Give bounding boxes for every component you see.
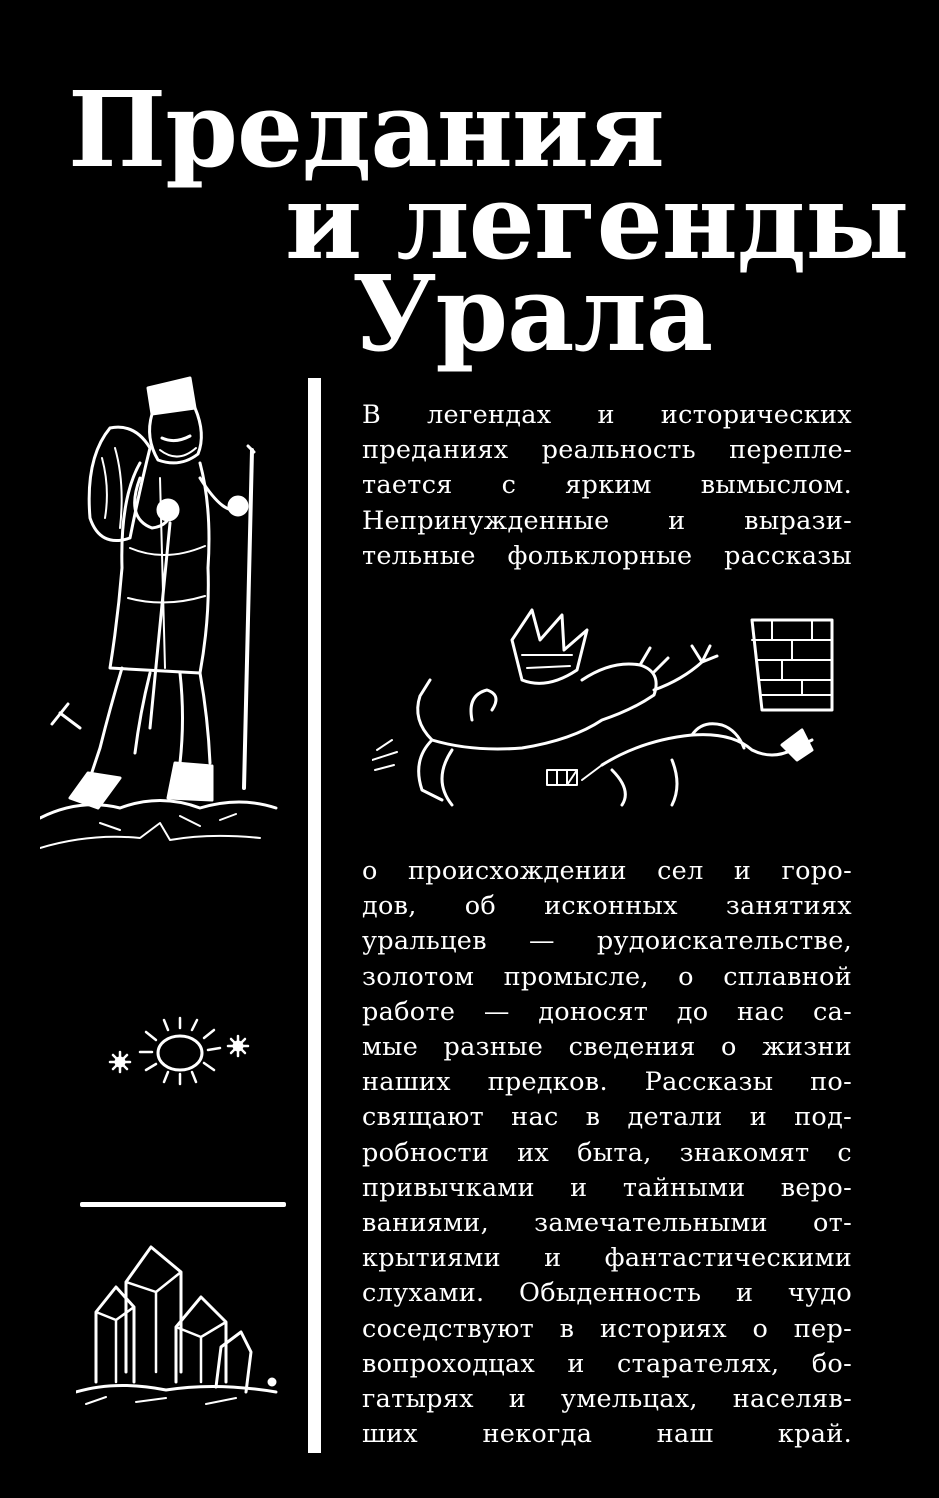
devils-illustration [372, 600, 842, 815]
text-line: дов, об исконных занятиях [362, 891, 852, 922]
title-line-1: Предания [68, 68, 664, 191]
title-line-2: и легенды [285, 160, 909, 283]
text-line: уральцев — рудоискательстве, [362, 926, 852, 957]
prospector-illustration [40, 368, 280, 868]
text-line: свящают нас в детали и под- [362, 1102, 852, 1133]
text-line: тается с ярким вымыслом. [362, 470, 852, 501]
text-line: робности их быта, знакомят с [362, 1137, 852, 1168]
text-line: слухами. Обыденность и чудо [362, 1278, 852, 1309]
text-line: преданиях реальность перепле- [362, 435, 852, 466]
star-right [228, 1036, 248, 1056]
text-line: ших некогда наш край. [362, 1419, 852, 1450]
text-line: крытиями и фантастическими [362, 1243, 852, 1274]
text-line: В легендах и исторических [362, 400, 852, 430]
text-line: Непринужденные и вырази- [362, 505, 852, 536]
text-line: тельные фольклорные рассказы [362, 540, 852, 571]
paragraph-intro [362, 398, 852, 574]
text-line: золотом промысле, о сплавной [362, 961, 852, 992]
text-line: мые разные сведения о жизни [362, 1032, 852, 1063]
text-line: гатырях и умельцах, населяв- [362, 1384, 852, 1415]
text-line: соседствуют в историях о пер- [362, 1313, 852, 1344]
text-line: вопроходцах и старателях, бо- [362, 1348, 852, 1379]
title-line-3: Урала [352, 252, 713, 375]
text-line: ваниями, замечательными от- [362, 1208, 852, 1239]
paragraph-continuation [362, 854, 852, 1452]
horizontal-rule [80, 1202, 286, 1207]
text-line: о происхождении сел и горо- [362, 856, 852, 886]
text-line: наших предков. Рассказы по- [362, 1067, 852, 1098]
text-line: привычками и тайными веро- [362, 1172, 852, 1203]
vertical-divider [308, 378, 321, 1453]
crystals-illustration [76, 1232, 286, 1412]
text-line: работе — доносят до нас са- [362, 996, 852, 1027]
sun-stars-illustration [92, 1008, 262, 1098]
star-left [110, 1052, 130, 1072]
